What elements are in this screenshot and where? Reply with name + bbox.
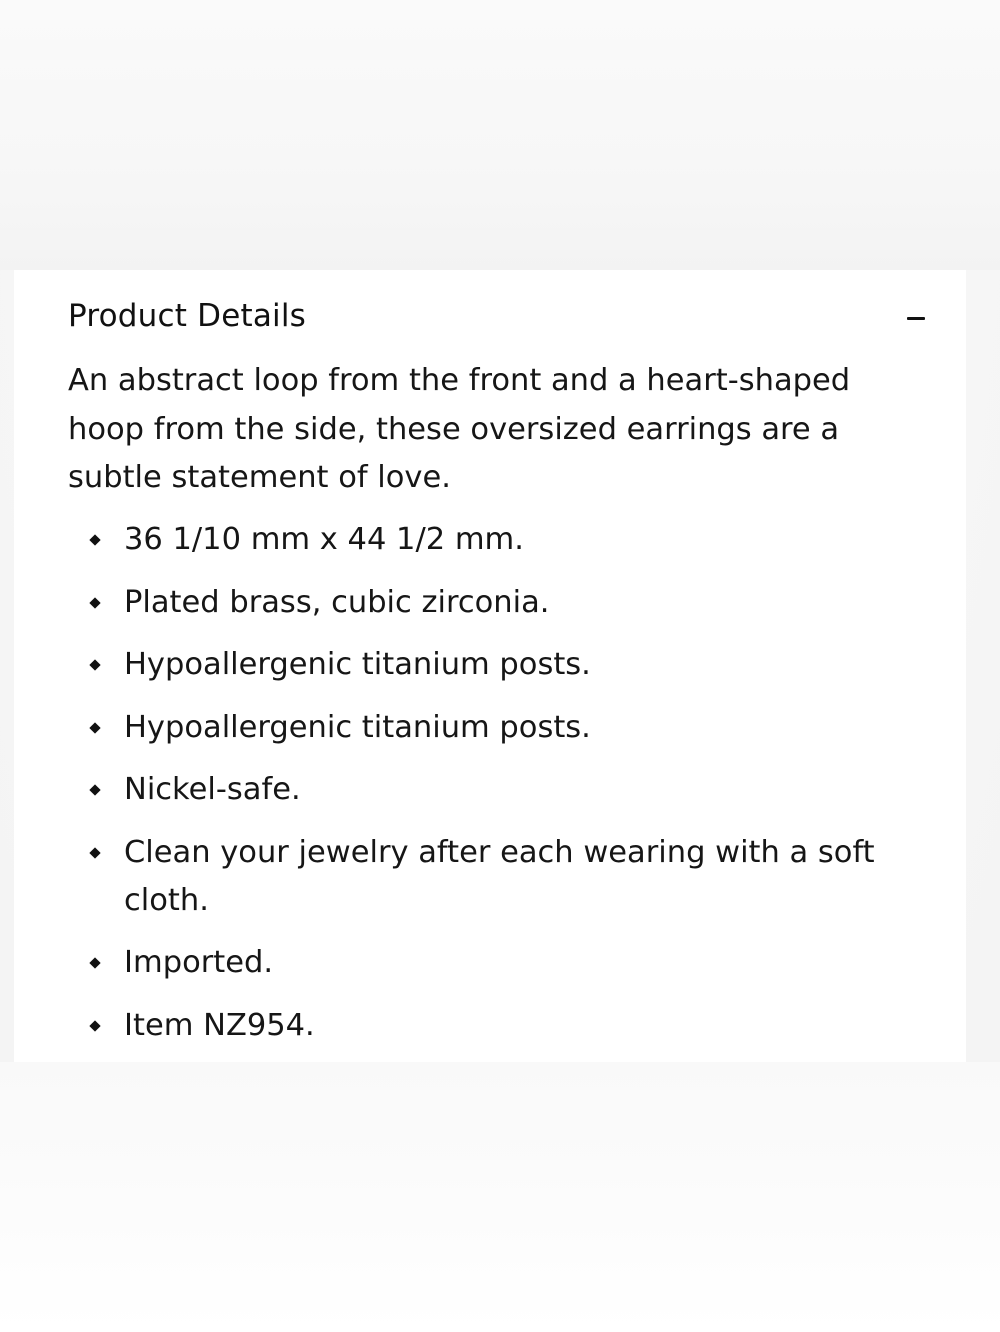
list-item [68, 579, 908, 627]
diamond-bullet-icon [89, 722, 100, 733]
list-item [68, 641, 908, 689]
list-item-text: Hypoallergenic titanium posts. [124, 647, 591, 682]
product-image-area [0, 0, 1000, 270]
diamond-bullet-icon [89, 847, 100, 858]
list-item [68, 766, 908, 814]
diamond-bullet-icon [89, 659, 100, 670]
list-item-text: Hypoallergenic titanium posts. [124, 709, 591, 745]
list-item-text: Imported. [124, 945, 274, 980]
list-item-text: Nickel-safe. [124, 772, 301, 807]
list-item-text: 36 1/10 mm x 44 1/2 mm. [124, 522, 524, 557]
diamond-bullet-icon [89, 597, 100, 608]
page-bottom-area [0, 1062, 1000, 1332]
list-item [68, 829, 908, 925]
product-details-title: Product Details [68, 298, 307, 334]
list-item-text: Item NZ954. [124, 1007, 315, 1043]
diamond-bullet-icon [89, 1020, 100, 1031]
list-item [68, 939, 908, 987]
product-details-panel [14, 270, 966, 1062]
product-details-header[interactable] [68, 294, 932, 342]
list-item [68, 1002, 908, 1050]
diamond-bullet-icon [89, 957, 100, 968]
list-item-text: Plated brass, cubic zirconia. [124, 584, 550, 620]
list-item [68, 516, 908, 564]
diamond-bullet-icon [89, 784, 100, 795]
collapse-button[interactable] [898, 300, 934, 336]
product-description: An abstract loop from the front and a heart-shaped hoop from the side, these oversized earrings are a subtle statement of love. [68, 363, 851, 495]
list-item [68, 704, 908, 752]
diamond-bullet-icon [89, 534, 100, 545]
list-item-text: Clean your jewelry after each wearing with a soft cloth. [124, 834, 875, 918]
minus-icon [907, 317, 925, 320]
product-details-list [68, 516, 908, 1064]
